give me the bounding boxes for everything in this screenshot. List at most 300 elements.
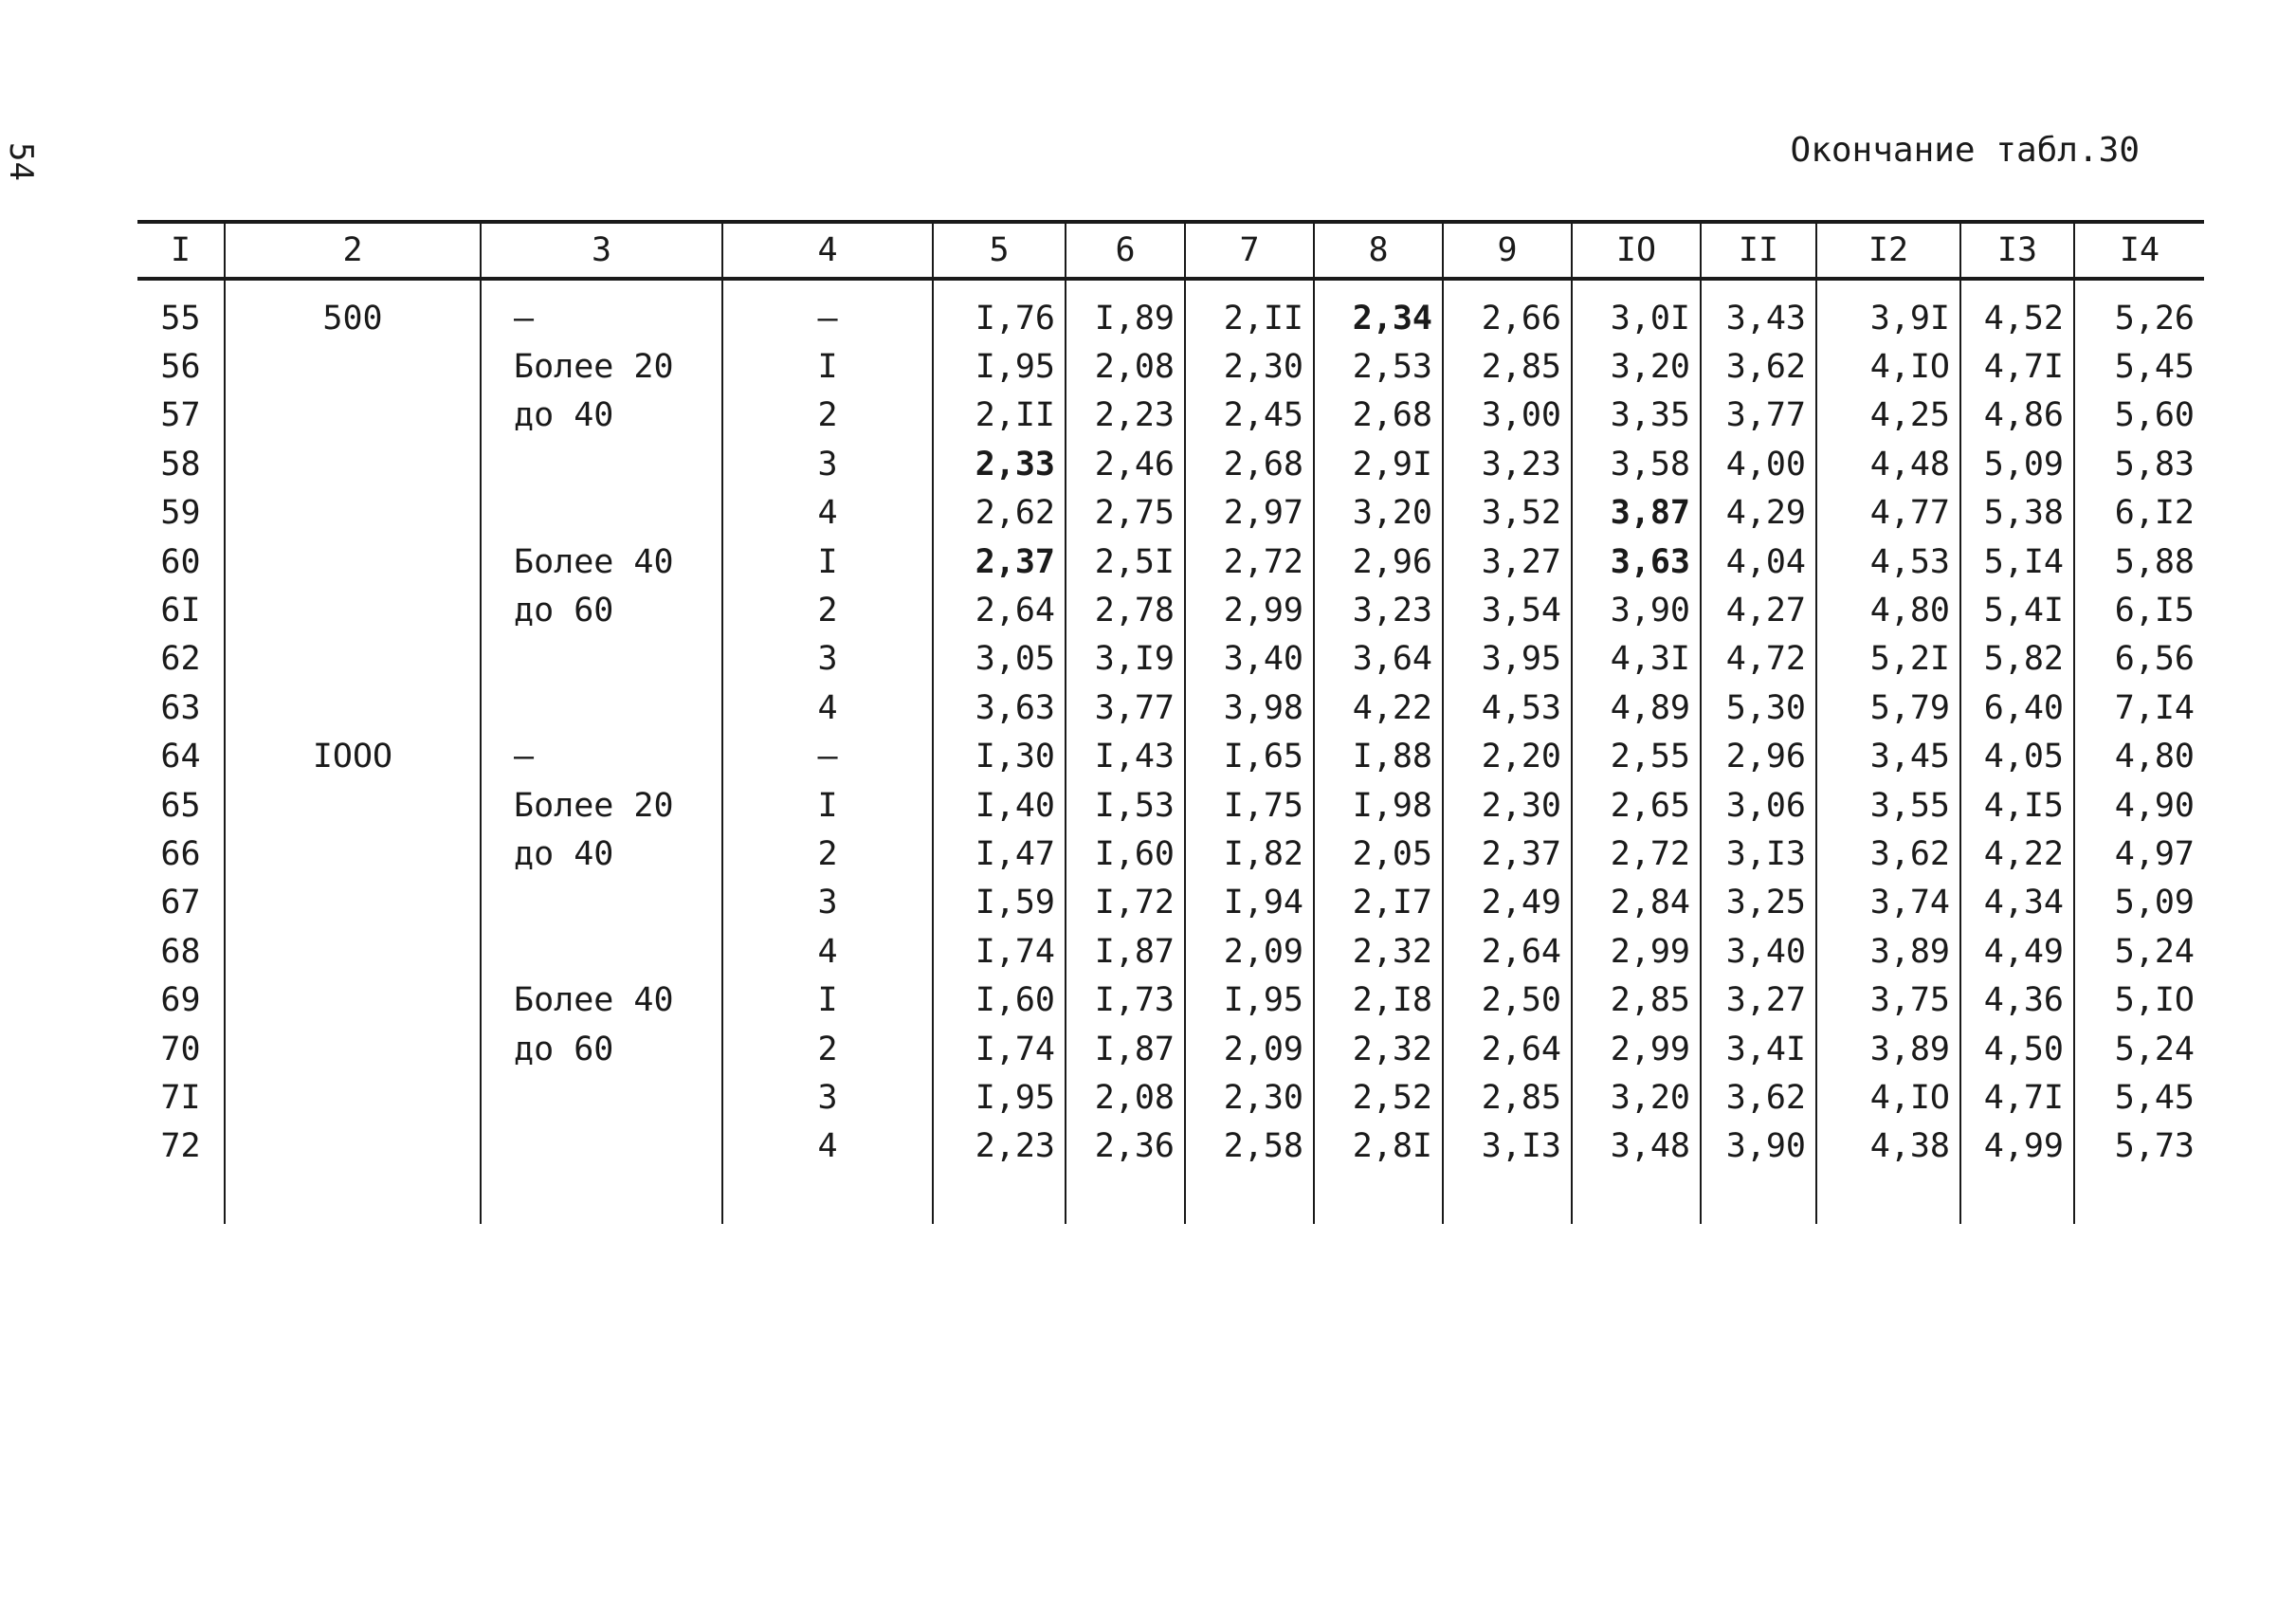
table-cell: 5,26 (2074, 279, 2204, 342)
table-cell: 4,53 (1816, 538, 1960, 586)
table-cell: 68 (160, 932, 201, 971)
table-cell: 3,27 (1443, 538, 1572, 586)
column-header-1: I (137, 222, 225, 279)
table-cell: 5,24 (2074, 927, 2204, 976)
table-cell: 4,77 (1816, 489, 1960, 538)
table-cell: 2,I8 (1314, 976, 1443, 1024)
table-cell: 3,4I (1701, 1025, 1816, 1073)
table-cell: 5,2I (1816, 635, 1960, 684)
table-tail-cell (1185, 1171, 1314, 1224)
table-cell: 2,50 (1443, 976, 1572, 1024)
table-cell: 2,85 (1443, 342, 1572, 391)
table-cell (481, 635, 722, 684)
table-cell: 2,09 (1185, 1025, 1314, 1073)
table-cell: I (722, 538, 933, 586)
table-cell: 5,88 (2074, 538, 2204, 586)
table-cell: 2,33 (933, 440, 1066, 488)
table-tail-cell (1314, 1171, 1443, 1224)
table-cell: 2,45 (1185, 392, 1314, 440)
table-cell: 4,80 (1816, 586, 1960, 634)
table-cell: 65 (160, 786, 201, 825)
table-cell: 2,23 (933, 1122, 1066, 1171)
table-cell: 2,II (933, 392, 1066, 440)
table-cell: 7,I4 (2074, 684, 2204, 732)
table-row (137, 1122, 2204, 1171)
table-cell: 3,20 (1572, 342, 1701, 391)
table-cell: 3,62 (1701, 342, 1816, 391)
table-cell: 4,97 (2074, 830, 2204, 878)
table-cell: 3,43 (1701, 279, 1816, 342)
table-cell: 4,80 (2074, 733, 2204, 781)
table-cell (481, 879, 722, 927)
table-cell: 3,20 (1314, 489, 1443, 538)
table-cell: 5,I4 (1960, 538, 2074, 586)
table-cell: 2,72 (1185, 538, 1314, 586)
table-cell: 2,99 (1572, 927, 1701, 976)
table-cell: 4 (722, 1122, 933, 1171)
table-cell (481, 440, 722, 488)
table-cell: I,53 (1066, 781, 1185, 830)
table-cell: I,89 (1066, 279, 1185, 342)
table-cell: I,47 (933, 830, 1066, 878)
table-cell: 67 (160, 884, 201, 922)
table-cell: 5,09 (2074, 879, 2204, 927)
column-header-4: 4 (722, 222, 933, 279)
table-cell: 2,53 (1314, 342, 1443, 391)
table-cell (225, 538, 481, 586)
table-cell: 2,85 (1443, 1073, 1572, 1122)
table-row (137, 781, 2204, 830)
table-cell: 3,06 (1701, 781, 1816, 830)
table-cell: 3,23 (1314, 586, 1443, 634)
table-row (137, 538, 2204, 586)
table-cell: I,43 (1066, 733, 1185, 781)
table-cell: 58 (160, 445, 201, 484)
table-cell: I,72 (1066, 879, 1185, 927)
table-cell: 72 (160, 1127, 201, 1166)
table-cell: 4,7I (1960, 1073, 2074, 1122)
table-cell (225, 1025, 481, 1073)
table-cell: 3 (722, 440, 933, 488)
table-cell: 2,36 (1066, 1122, 1185, 1171)
table-cell: I,87 (1066, 1025, 1185, 1073)
table-cell: 2 (722, 586, 933, 634)
table-cell: 4 (722, 684, 933, 732)
table-cell: 3,20 (1572, 1073, 1701, 1122)
table-row (137, 586, 2204, 634)
table-tail-cell (225, 1171, 481, 1224)
column-header-3: 3 (481, 222, 722, 279)
table-cell: до 60 (481, 1025, 722, 1073)
table-cell: 60 (160, 542, 201, 581)
table-cell: 6,40 (1960, 684, 2074, 732)
table-cell (225, 830, 481, 878)
table-cell: I,30 (933, 733, 1066, 781)
table-cell: IOOO (225, 733, 481, 781)
table-cell: 3,95 (1443, 635, 1572, 684)
table-cell (225, 781, 481, 830)
table-cell: 4,IO (1816, 1073, 1960, 1122)
table-cell: 4,25 (1816, 392, 1960, 440)
table-cell: 2,37 (1443, 830, 1572, 878)
table-cell: 2,20 (1443, 733, 1572, 781)
table-cell: 3,48 (1572, 1122, 1701, 1171)
table-cell: 4,48 (1816, 440, 1960, 488)
table-cell: 2,99 (1185, 586, 1314, 634)
column-header-12: I2 (1816, 222, 1960, 279)
table-row (137, 342, 2204, 391)
table-cell: I,95 (933, 342, 1066, 391)
table-cell: 3,45 (1816, 733, 1960, 781)
table-cell: 3,87 (1572, 489, 1701, 538)
table-cell: 2,49 (1443, 879, 1572, 927)
table-cell: 4,22 (1314, 684, 1443, 732)
table-cell: I,74 (933, 1025, 1066, 1073)
table-cell: 3,27 (1701, 976, 1816, 1024)
table-cell: 2,68 (1185, 440, 1314, 488)
table-cell: 5,73 (2074, 1122, 2204, 1171)
data-table (137, 220, 2204, 1224)
table-row (137, 440, 2204, 488)
table-cell: 3,00 (1443, 392, 1572, 440)
table-tail-cell (1443, 1171, 1572, 1224)
table-cell: 4,7I (1960, 342, 2074, 391)
table-cell: 3,89 (1816, 927, 1960, 976)
table-cell: 5,82 (1960, 635, 2074, 684)
table-cell: 4 (722, 927, 933, 976)
table-row (137, 1073, 2204, 1122)
table-cell: 3,25 (1701, 879, 1816, 927)
table-cell: 2,64 (1443, 1025, 1572, 1073)
column-header-13: I3 (1960, 222, 2074, 279)
table-cell: I,75 (1185, 781, 1314, 830)
table-cell: 2,75 (1066, 489, 1185, 538)
table-cell: 66 (160, 834, 201, 873)
table-cell: 2,II (1185, 279, 1314, 342)
table-cell (225, 1073, 481, 1122)
table-cell (481, 927, 722, 976)
table-cell: 4,34 (1960, 879, 2074, 927)
table-cell: 4,29 (1701, 489, 1816, 538)
table-cell: – (481, 279, 722, 342)
table-tail-cell (722, 1171, 933, 1224)
table-cell: 2,99 (1572, 1025, 1701, 1073)
table-row (137, 830, 2204, 878)
table-cell: 3,35 (1572, 392, 1701, 440)
table-cell: 4,89 (1572, 684, 1701, 732)
table-cell: 3,40 (1701, 927, 1816, 976)
table-cell: 4,IO (1816, 342, 1960, 391)
table-cell: 4,50 (1960, 1025, 2074, 1073)
table-cell: Более 20 (481, 781, 722, 830)
table-cell: 2,08 (1066, 342, 1185, 391)
table-cell: 6,I5 (2074, 586, 2204, 634)
table-cell: 3,40 (1185, 635, 1314, 684)
table-cell: I,74 (933, 927, 1066, 976)
column-header-10: IO (1572, 222, 1701, 279)
table-cell: 2,62 (933, 489, 1066, 538)
table-cell (225, 489, 481, 538)
table-cell: I (722, 976, 933, 1024)
table-cell: 2,30 (1443, 781, 1572, 830)
table-tail-cell (1960, 1171, 2074, 1224)
table-cell: 64 (160, 738, 201, 776)
table-cell: 3,I3 (1701, 830, 1816, 878)
table-cell: 2,I7 (1314, 879, 1443, 927)
table-cell: 2,5I (1066, 538, 1185, 586)
table-cell: 6,56 (2074, 635, 2204, 684)
table-row (137, 279, 2204, 342)
column-header-2: 2 (225, 222, 481, 279)
table-cell: 3,55 (1816, 781, 1960, 830)
table-cell: 500 (225, 279, 481, 342)
table-cell: 7I (160, 1078, 201, 1117)
column-header-8: 8 (1314, 222, 1443, 279)
table-cell: 2,08 (1066, 1073, 1185, 1122)
table-cell: 4,99 (1960, 1122, 2074, 1171)
table-cell: 3,90 (1572, 586, 1701, 634)
table-cell: 2,96 (1701, 733, 1816, 781)
table-cell: 59 (160, 494, 201, 533)
table-cell: Более 20 (481, 342, 722, 391)
table-tail-cell (137, 1171, 225, 1224)
table-cell: 70 (160, 1030, 201, 1068)
table-cell: I,60 (1066, 830, 1185, 878)
table-cell (481, 684, 722, 732)
table-cell: 5,45 (2074, 1073, 2204, 1122)
table-cell (225, 392, 481, 440)
table-cell (225, 1122, 481, 1171)
table-cell: 2,09 (1185, 927, 1314, 976)
table-cell: 2,9I (1314, 440, 1443, 488)
table-cell: 2,52 (1314, 1073, 1443, 1122)
table-cell: 3,05 (933, 635, 1066, 684)
table-cell: 2,64 (1443, 927, 1572, 976)
table-cell: 5,24 (2074, 1025, 2204, 1073)
table-cell: 2,05 (1314, 830, 1443, 878)
table-cell: 2,64 (933, 586, 1066, 634)
table-cell: 2 (722, 1025, 933, 1073)
table-row (137, 489, 2204, 538)
table-cell: до 60 (481, 586, 722, 634)
table-cell: 2,32 (1314, 1025, 1443, 1073)
table-cell: Более 40 (481, 538, 722, 586)
table-cell: 2,30 (1185, 342, 1314, 391)
table-cell: I (722, 781, 933, 830)
table-cell (225, 879, 481, 927)
table-cell: 5,IO (2074, 976, 2204, 1024)
table-cell: 4,86 (1960, 392, 2074, 440)
table-cell: 3,58 (1572, 440, 1701, 488)
table-cell: 4,52 (1960, 279, 2074, 342)
table-cell: I,73 (1066, 976, 1185, 1024)
page-number: 54 (2, 142, 40, 181)
table-cell: 4,I5 (1960, 781, 2074, 830)
table-row (137, 684, 2204, 732)
table-cell: – (722, 279, 933, 342)
table-cell: 2 (722, 830, 933, 878)
table-cell: – (481, 733, 722, 781)
table-cell: I,88 (1314, 733, 1443, 781)
table-cell: 69 (160, 981, 201, 1020)
table-cell: 4,36 (1960, 976, 2074, 1024)
table-cell: 5,38 (1960, 489, 2074, 538)
table-cell: 62 (160, 640, 201, 679)
table-cell: 4,38 (1816, 1122, 1960, 1171)
table-cell: 4,72 (1701, 635, 1816, 684)
table-cell: I,98 (1314, 781, 1443, 830)
table-cell: 4,22 (1960, 830, 2074, 878)
table-cell (225, 635, 481, 684)
table-cell: 2,78 (1066, 586, 1185, 634)
table-cell: 4,04 (1701, 538, 1816, 586)
table-tail-cell (1701, 1171, 1816, 1224)
table-row (137, 879, 2204, 927)
table-cell: 2,72 (1572, 830, 1701, 878)
table-caption: Окончание табл.30 (1790, 131, 2140, 170)
column-header-9: 9 (1443, 222, 1572, 279)
table-cell: 3,74 (1816, 879, 1960, 927)
table-cell: 3,9I (1816, 279, 1960, 342)
table-cell: 6,I2 (2074, 489, 2204, 538)
table-cell (225, 684, 481, 732)
table-cell (225, 927, 481, 976)
table-cell: 2,46 (1066, 440, 1185, 488)
table-cell: 3,I9 (1066, 635, 1185, 684)
table-cell: 2,96 (1314, 538, 1443, 586)
table-cell: 63 (160, 688, 201, 727)
column-header-11: II (1701, 222, 1816, 279)
column-header-14: I4 (2074, 222, 2204, 279)
table-cell: I,76 (933, 279, 1066, 342)
table-cell: 4,49 (1960, 927, 2074, 976)
table-row (137, 976, 2204, 1024)
table-cell: 4,05 (1960, 733, 2074, 781)
table-cell (481, 1073, 722, 1122)
table-cell: I,65 (1185, 733, 1314, 781)
table-cell: 3,62 (1701, 1073, 1816, 1122)
table-cell: 2,97 (1185, 489, 1314, 538)
table-cell (481, 489, 722, 538)
table-cell: 57 (160, 396, 201, 435)
table-cell: 5,60 (2074, 392, 2204, 440)
table-cell: I,82 (1185, 830, 1314, 878)
table-cell: 3,52 (1443, 489, 1572, 538)
table-cell: 4,53 (1443, 684, 1572, 732)
table-cell: 3,62 (1816, 830, 1960, 878)
table-cell: 2,84 (1572, 879, 1701, 927)
table-cell: 5,79 (1816, 684, 1960, 732)
table-cell: I,60 (933, 976, 1066, 1024)
table-cell (225, 342, 481, 391)
table-cell: 2 (722, 392, 933, 440)
table-cell: 6I (160, 592, 201, 630)
table-cell: 56 (160, 348, 201, 387)
table-cell: 2,66 (1443, 279, 1572, 342)
table-cell: 3 (722, 1073, 933, 1122)
table-cell: 2,23 (1066, 392, 1185, 440)
table-cell (225, 586, 481, 634)
table-cell: I,95 (933, 1073, 1066, 1122)
table-tail-cell (1572, 1171, 1701, 1224)
table-cell: 3 (722, 635, 933, 684)
table-cell: 5,09 (1960, 440, 2074, 488)
table-cell: 4,00 (1701, 440, 1816, 488)
table-cell: до 40 (481, 830, 722, 878)
table-row (137, 1025, 2204, 1073)
table-cell: 2,55 (1572, 733, 1701, 781)
table-tail-cell (481, 1171, 722, 1224)
table-row (137, 392, 2204, 440)
header-row (137, 222, 2204, 279)
table-tail-cell (933, 1171, 1066, 1224)
table-cell: 3,89 (1816, 1025, 1960, 1073)
table-cell: 55 (160, 299, 201, 338)
data-table-container (137, 220, 2204, 1224)
table-cell: 5,4I (1960, 586, 2074, 634)
table-cell: 4,27 (1701, 586, 1816, 634)
table-cell: 3,63 (933, 684, 1066, 732)
table-cell: 3,23 (1443, 440, 1572, 488)
table-cell: 4 (722, 489, 933, 538)
column-header-6: 6 (1066, 222, 1185, 279)
table-cell: 3,77 (1701, 392, 1816, 440)
table-cell: – (722, 733, 933, 781)
table-cell: 3,90 (1701, 1122, 1816, 1171)
table-cell: 3,75 (1816, 976, 1960, 1024)
table-cell: 2,30 (1185, 1073, 1314, 1122)
table-cell: 3 (722, 879, 933, 927)
table-cell: 4,90 (2074, 781, 2204, 830)
table-cell: 5,83 (2074, 440, 2204, 488)
table-row (137, 733, 2204, 781)
table-tail-cell (1066, 1171, 1185, 1224)
table-cell: 3,63 (1572, 538, 1701, 586)
table-cell: 3,54 (1443, 586, 1572, 634)
column-header-7: 7 (1185, 222, 1314, 279)
table-cell: 4,3I (1572, 635, 1701, 684)
table-cell: 2,32 (1314, 927, 1443, 976)
table-cell: 3,64 (1314, 635, 1443, 684)
table-cell: I (722, 342, 933, 391)
table-cell: 3,77 (1066, 684, 1185, 732)
column-header-5: 5 (933, 222, 1066, 279)
table-cell: 3,0I (1572, 279, 1701, 342)
table-cell: до 40 (481, 392, 722, 440)
table-cell: 2,65 (1572, 781, 1701, 830)
table-cell (481, 1122, 722, 1171)
table-cell: I,94 (1185, 879, 1314, 927)
table-tail-row (137, 1171, 2204, 1224)
table-row (137, 635, 2204, 684)
table-cell (225, 976, 481, 1024)
table-cell: 5,30 (1701, 684, 1816, 732)
table-cell: Более 40 (481, 976, 722, 1024)
table-cell: 3,I3 (1443, 1122, 1572, 1171)
table-cell: I,87 (1066, 927, 1185, 976)
table-cell (225, 440, 481, 488)
table-body (137, 279, 2204, 1224)
table-tail-cell (1816, 1171, 1960, 1224)
table-cell: 2,68 (1314, 392, 1443, 440)
table-cell: I,59 (933, 879, 1066, 927)
table-tail-cell (2074, 1171, 2204, 1224)
table-cell: 5,45 (2074, 342, 2204, 391)
table-cell: 2,34 (1314, 279, 1443, 342)
table-row (137, 927, 2204, 976)
table-cell: 2,37 (933, 538, 1066, 586)
table-cell: 2,8I (1314, 1122, 1443, 1171)
